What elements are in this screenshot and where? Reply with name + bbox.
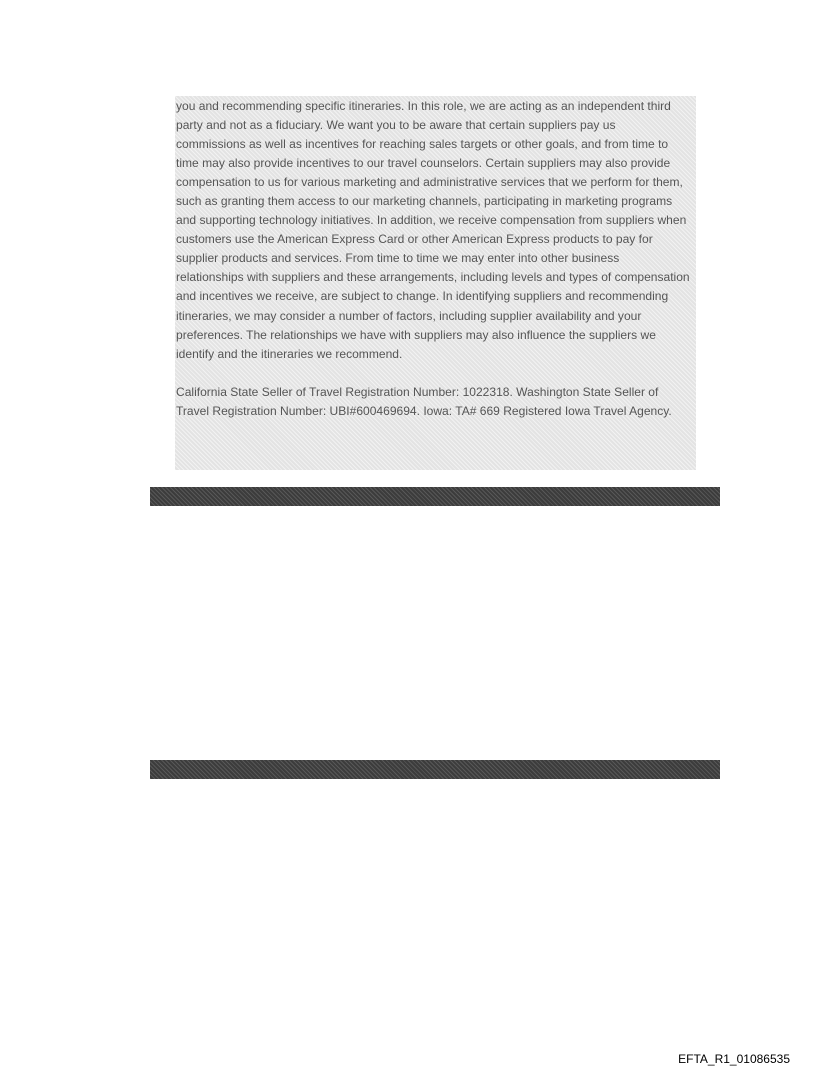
paragraph-line: customers use the American Express Card or other American Express products to pay for	[176, 232, 653, 247]
paragraph-line: and incentives we receive, are subject to change. In identifying suppliers and recommending	[176, 289, 669, 304]
paragraph-line: and supporting technology initiatives. In addition, we receive compensation from suppliers when	[176, 213, 687, 228]
paragraph-line: preferences. The relationships we have with suppliers may also influence the suppliers we	[176, 327, 656, 342]
paragraph-line: Travel Registration Number: UBI#600469694. Iowa: TA# 669 Registered Iowa Travel Agency.	[176, 404, 672, 419]
paragraph-line: identify and the itineraries we recommend.	[176, 346, 403, 361]
bates-number: EFTA_R1_01086535	[678, 1052, 790, 1066]
paragraph-line: relationships with suppliers and these arrangements, including levels and types of compensation	[176, 270, 690, 285]
paragraph-line: supplier products and services. From time to time we may enter into other business	[176, 251, 620, 266]
supplier-compensation-paragraph	[176, 97, 697, 364]
paragraph-line: time may also provide incentives to our travel counselors. Certain suppliers may also provide	[176, 156, 671, 171]
paragraph-line: commissions as well as incentives for reaching sales targets or other goals, and from time to	[176, 137, 669, 152]
paragraph-line: itineraries, we may consider a number of factors, including supplier availability and your	[176, 308, 642, 323]
paragraph-line: such as granting them access to our marketing channels, participating in marketing programs	[176, 194, 673, 209]
paragraph-line: you and recommending specific itineraries. In this role, we are acting as an independent third	[176, 99, 671, 113]
paragraph-line: party and not as a fiduciary. We want you to be aware that certain suppliers pay us	[176, 118, 616, 133]
supplier-disclosure-box	[175, 96, 696, 470]
paragraph-line: compensation to us for various marketing and administrative services that we perform for them,	[176, 175, 683, 190]
redaction-bar	[150, 760, 720, 779]
redaction-bar	[150, 487, 720, 506]
registration-numbers-paragraph	[176, 383, 697, 421]
paragraph-line: California State Seller of Travel Registration Number: 1022318. Washington State Seller of	[176, 385, 659, 399]
